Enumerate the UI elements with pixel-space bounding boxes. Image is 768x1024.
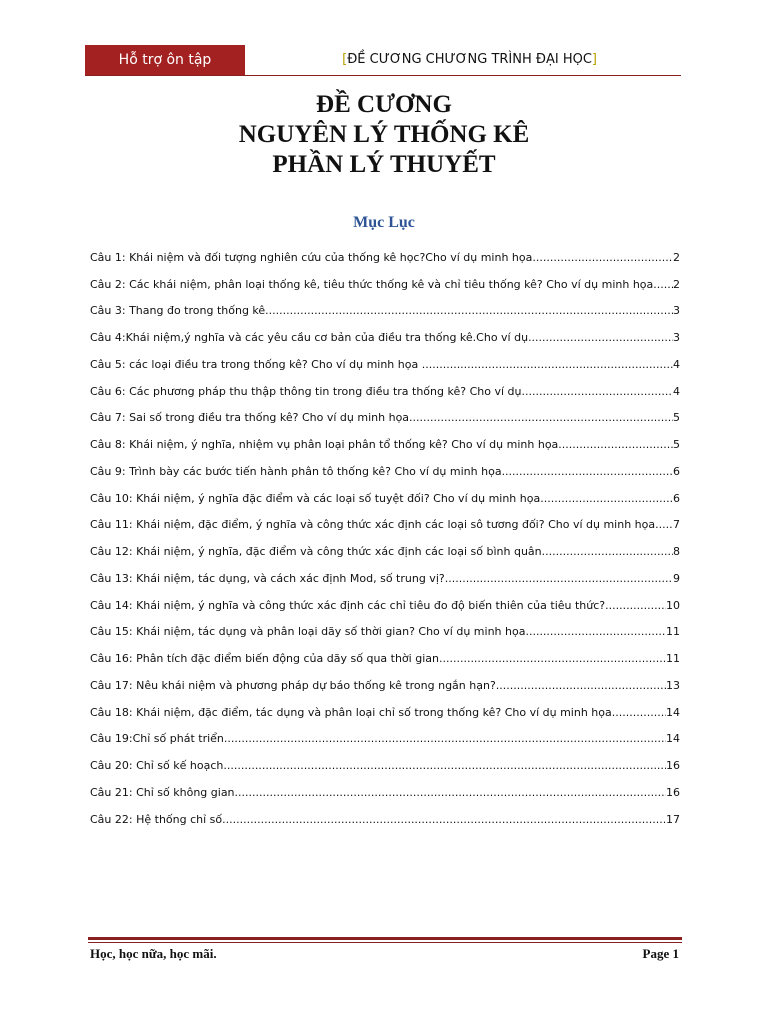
- toc-leader: [445, 572, 673, 585]
- toc-leader: [265, 304, 673, 317]
- footer-motto: Học, học nữa, học mãi.: [90, 946, 217, 961]
- toc-leader: [540, 492, 673, 505]
- page-header: [85, 45, 681, 76]
- toc-entry-text: Câu 4:Khái niệm,ý nghĩa và các yêu cầu cơ bản của điều tra thống kê.Cho ví dụ: [90, 331, 529, 344]
- page-number: Page 1: [642, 946, 679, 961]
- title-line-3: PHẦN LÝ THUYẾT: [272, 151, 496, 178]
- toc-entry-text: Câu 5: các loại điều tra trong thống kê? Cho ví dụ minh họa .: [90, 357, 426, 371]
- toc-entry-page: 10: [666, 598, 680, 612]
- toc-entry[interactable]: [90, 291, 680, 318]
- toc-leader: [223, 759, 666, 772]
- toc-entry[interactable]: [90, 638, 680, 665]
- toc-entry-text: Câu 20: Chỉ số kế hoạch: [90, 759, 224, 772]
- toc-entry-text: Câu 17: Nêu khái niệm và phương pháp dự báo thống kê trong ngắn hạn?: [90, 678, 496, 692]
- toc-leader: [605, 599, 666, 612]
- toc-entry-text: Câu 18: Khái niệm, đặc điểm, tác dụng và phân loại chỉ số trong thống kê? Cho ví dụ minh họa: [90, 705, 612, 719]
- toc-entry-page: 6: [673, 491, 680, 505]
- toc-leader: [413, 411, 673, 424]
- toc-entry-page: 5: [673, 438, 680, 451]
- toc-leader: [521, 385, 673, 398]
- toc-entry-page: 11: [666, 652, 680, 665]
- toc-entry[interactable]: [90, 665, 680, 692]
- toc-entry-page: 4: [673, 384, 680, 398]
- toc-entry-page: 4: [673, 357, 680, 371]
- toc-entry[interactable]: [90, 799, 680, 826]
- toc-entry-text: Câu 6: Các phương pháp thu thập thông tin trong điều tra thống kê? Cho ví dụ: [90, 384, 522, 398]
- toc-entry-page: 6: [673, 464, 680, 478]
- toc-entry[interactable]: [90, 371, 680, 398]
- footer-divider-thick: [88, 937, 682, 940]
- toc-entry[interactable]: [90, 719, 680, 746]
- toc-leader: [525, 625, 666, 638]
- toc-entry-page: 16: [666, 785, 680, 799]
- toc-leader: [532, 251, 673, 264]
- toc-entry[interactable]: [90, 398, 680, 425]
- toc-entry[interactable]: [90, 317, 680, 344]
- toc-leader: [439, 652, 666, 665]
- toc-entry[interactable]: [90, 772, 680, 799]
- bracket-open: [: [342, 52, 348, 67]
- toc-entry-page: 3: [673, 331, 680, 344]
- toc-leader: [425, 358, 673, 371]
- bracket-close: ]: [591, 52, 597, 67]
- toc-entry-page: 14: [666, 732, 680, 746]
- toc-entry-page: 16: [666, 759, 680, 772]
- toc-entry-text: Câu 7: Sai số trong điều tra thống kê? Cho ví dụ minh họa.: [90, 411, 413, 425]
- toc-entry[interactable]: [90, 745, 680, 772]
- toc-leader: [558, 438, 673, 451]
- toc-entry[interactable]: [90, 505, 680, 532]
- toc-entry[interactable]: [90, 237, 680, 264]
- toc-entry[interactable]: [90, 531, 680, 558]
- toc-entry-page: 3: [673, 304, 680, 318]
- toc-entry-page: 13: [666, 678, 680, 692]
- toc-entry-page: 2: [673, 250, 680, 264]
- toc-leader: [502, 465, 673, 478]
- toc-entry-page: 5: [673, 411, 680, 425]
- document-title: [0, 90, 768, 180]
- toc-entry[interactable]: [90, 558, 680, 585]
- toc-entry-page: 7: [673, 518, 680, 532]
- header-left-label: Hỗ trợ ôn tập: [85, 45, 245, 75]
- toc-leader: [612, 706, 666, 719]
- toc-heading: Mục Lục: [353, 214, 415, 231]
- toc-entry-text: Câu 13: Khái niệm, tác dụng, và cách xác định Mod, số trung vị?: [90, 571, 445, 585]
- header-right-label: [342, 45, 597, 75]
- toc-entry[interactable]: [90, 424, 680, 451]
- toc-entry[interactable]: [90, 264, 680, 291]
- toc-entry[interactable]: [90, 692, 680, 719]
- toc-entry[interactable]: [90, 612, 680, 639]
- toc-entry-page: 9: [673, 571, 680, 585]
- toc-entry[interactable]: [90, 344, 680, 371]
- toc-entry-text: Câu 15: Khái niệm, tác dụng và phân loại dãy số thời gian? Cho ví dụ minh họa: [90, 625, 526, 639]
- toc-entry-page: 2: [673, 277, 680, 291]
- toc-entry-text: Câu 3: Thang đo trong thống kê: [90, 304, 266, 318]
- toc-leader: [227, 732, 666, 745]
- toc-leader: [235, 786, 666, 799]
- toc-entry-text: Câu 12: Khái niệm, ý nghĩa, đặc điểm và công thức xác định các loại số bình quân: [90, 545, 542, 558]
- footer-divider-thin: [88, 942, 682, 943]
- toc-entry-text: Câu 16: Phân tích đặc điểm biến động của dãy số qua thời gian: [90, 652, 439, 665]
- toc-entry-text: Câu 10: Khái niệm, ý nghĩa đặc điểm và các loại số tuyệt đối? Cho ví dụ minh họa: [90, 491, 541, 505]
- toc-entry-text: Câu 11: Khái niệm, đặc điểm, ý nghĩa và công thức xác định các loại sô tương đối? Cho ví dụ minh họa: [90, 518, 656, 532]
- toc-entry-page: 14: [666, 705, 680, 719]
- toc-entry[interactable]: [90, 451, 680, 478]
- title-line-2: NGUYÊN LÝ THỐNG KÊ: [238, 121, 530, 148]
- toc-entry-page: 17: [666, 812, 680, 826]
- toc-entry-text: Câu 19:Chỉ số phát triển.: [90, 732, 228, 746]
- toc-entry-text: Câu 9: Trình bày các bước tiến hành phân tô thống kê? Cho ví dụ minh họa: [90, 464, 502, 478]
- toc-entry-page: 8: [673, 545, 680, 558]
- toc-entry-text: Câu 14: Khái niệm, ý nghĩa và công thức xác định các chỉ tiêu đo độ biến thiên của tiêu thức?: [90, 598, 606, 612]
- toc-entry[interactable]: [90, 585, 680, 612]
- header-right-text: ĐỀ CƯƠNG CHƯƠNG TRÌNH ĐẠI HỌC: [347, 52, 592, 67]
- toc-leader: [655, 518, 673, 531]
- toc-entry-text: Câu 8: Khái niệm, ý nghĩa, nhiệm vụ phân loại phân tổ thống kê? Cho ví dụ minh họa: [90, 438, 559, 451]
- toc-entry-page: 11: [666, 625, 680, 639]
- toc-entry[interactable]: [90, 478, 680, 505]
- toc-leader: [496, 679, 666, 692]
- toc-entry-text: Câu 2: Các khái niệm, phân loại thống kê, tiêu thức thống kê và chỉ tiêu thống kê? Cho ví dụ minh họa: [90, 277, 654, 291]
- toc-leader: [222, 813, 666, 826]
- toc-leader: [653, 278, 673, 291]
- toc-entry-text: Câu 22: Hệ thống chỉ số: [90, 812, 223, 826]
- toc-leader: [528, 331, 673, 344]
- toc-entry-text: Câu 1: Khái niệm và đối tượng nghiên cứu của thống kê học?Cho ví dụ minh họa: [90, 250, 533, 264]
- table-of-contents: [90, 237, 680, 826]
- toc-entry-text: Câu 21: Chỉ số không gian: [90, 785, 235, 799]
- title-line-1: ĐỀ CƯƠNG: [316, 91, 452, 118]
- toc-leader: [542, 545, 673, 558]
